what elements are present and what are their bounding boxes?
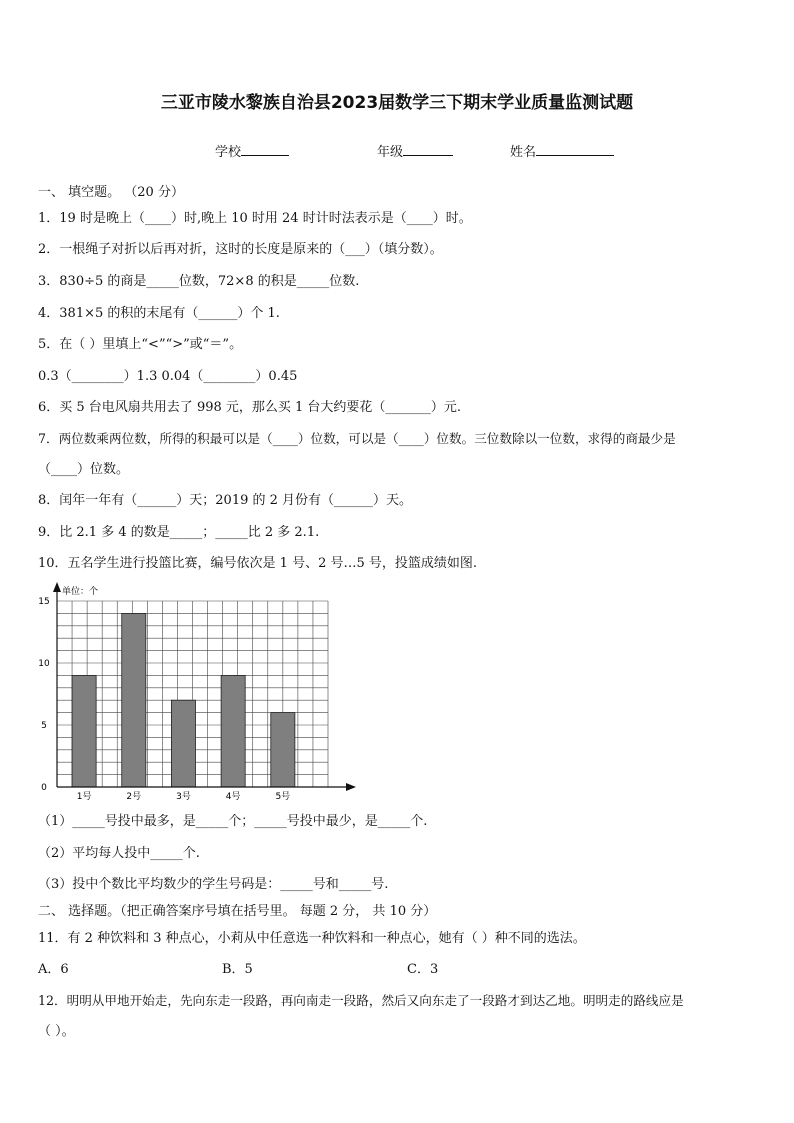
question-10-part-1: （1）_____号投中最多，是_____个；_____号投中最少，是_____个. (38, 814, 428, 829)
question-7: 7．两位数乘两位数，所得的积最可以是（____）位数，可以是（____）位数。三位数除以一位数，求得的商最少是 (38, 431, 676, 446)
question-10-part-3: （3）投中个数比平均数少的学生号码是：_____号和_____号. (38, 877, 389, 892)
question-7-cont: （____）位数。 (38, 462, 130, 477)
x-axis-arrow-icon (346, 783, 356, 791)
question-6: 6．买 5 台电风扇共用去了 998 元，那么买 1 台大约要花（_______）元. (38, 400, 462, 415)
question-5-items: 0.3（________）1.3 0.04（________）0.45 (38, 369, 298, 384)
question-10: 10．五名学生进行投篮比赛，编号依次是 1 号、2 号…5 号，投篮成绩如图. (38, 556, 478, 571)
x-tick-label: 2号 (126, 792, 142, 802)
name-label: 姓名 (510, 145, 537, 160)
question-11-option-b[interactable]: B．5 (222, 962, 253, 977)
question-8: 8．闰年一年有（______）天；2019 的 2 月份有（______）天。 (38, 493, 413, 508)
x-tick-label: 5号 (275, 792, 291, 802)
bar (271, 713, 295, 787)
question-3: 3．830÷5 的商是_____位数，72×8 的积是_____位数. (38, 274, 360, 289)
grade-blank[interactable] (403, 143, 453, 156)
bar (221, 675, 245, 787)
school-field (215, 141, 289, 160)
question-11-option-a[interactable]: A．6 (38, 962, 69, 977)
question-12: 12．明明从甲地开始走，先向东走一段路，再向南走一段路，然后又向东走了一段路才到达乙地。明明走的路线应是 (38, 993, 684, 1008)
grade-field (377, 141, 453, 160)
question-12-cont: （ ）。 (38, 1024, 75, 1039)
question-2: 2．一根绳子对折以后再对折，这时的长度是原来的（___）（填分数）。 (38, 242, 443, 257)
question-10-part-2: （2）平均每人投中_____个. (38, 846, 200, 861)
question-1: 1．19 时是晚上（____）时,晚上 10 时用 24 时计时法表示是（____）时。 (38, 211, 472, 226)
x-tick-label: 4号 (225, 792, 241, 802)
y-tick-label: 10 (38, 659, 50, 669)
bar (171, 700, 195, 787)
section-2-heading: 二、 选择题。（把正确答案序号填在括号里。 每题 2 分， 共 10 分） (38, 904, 437, 919)
question-9: 9．比 2.1 多 4 的数是_____；_____比 2 多 2.1. (38, 525, 320, 540)
chart-x-tick-labels (77, 791, 290, 802)
school-blank[interactable] (241, 143, 289, 156)
question-11: 11．有 2 种饮料和 3 种点心，小莉从中任意选一种饮料和一种点心，她有（ ）种不同的选法。 (38, 931, 586, 946)
chart-y-tick-labels (38, 597, 50, 793)
page-title: 三亚市陵水黎族自治县2023届数学三下期末学业质量监测试题 (160, 93, 634, 113)
chart-unit-label: 单位：个 (62, 587, 99, 597)
grade-label: 年级 (377, 145, 404, 160)
x-tick-label: 1号 (76, 792, 92, 802)
y-tick-label: 5 (41, 721, 47, 731)
question-4: 4．381×5 的积的末尾有（______）个 1. (38, 306, 280, 321)
question-5: 5．在（ ）里填上“<”“>”或“＝”。 (38, 337, 243, 352)
school-label: 学校 (215, 145, 242, 160)
y-tick-label: 0 (41, 783, 47, 793)
y-axis-arrow-icon (53, 582, 61, 592)
bar (122, 613, 146, 787)
bar-chart (30, 580, 370, 805)
name-blank[interactable] (536, 143, 614, 156)
bar (72, 675, 96, 787)
question-11-option-c[interactable]: C．3 (407, 962, 439, 977)
y-tick-label: 15 (38, 597, 50, 607)
x-tick-label: 3号 (176, 792, 191, 802)
section-1-heading: 一、 填空题。 （20 分） (38, 185, 184, 200)
name-field (510, 141, 614, 160)
